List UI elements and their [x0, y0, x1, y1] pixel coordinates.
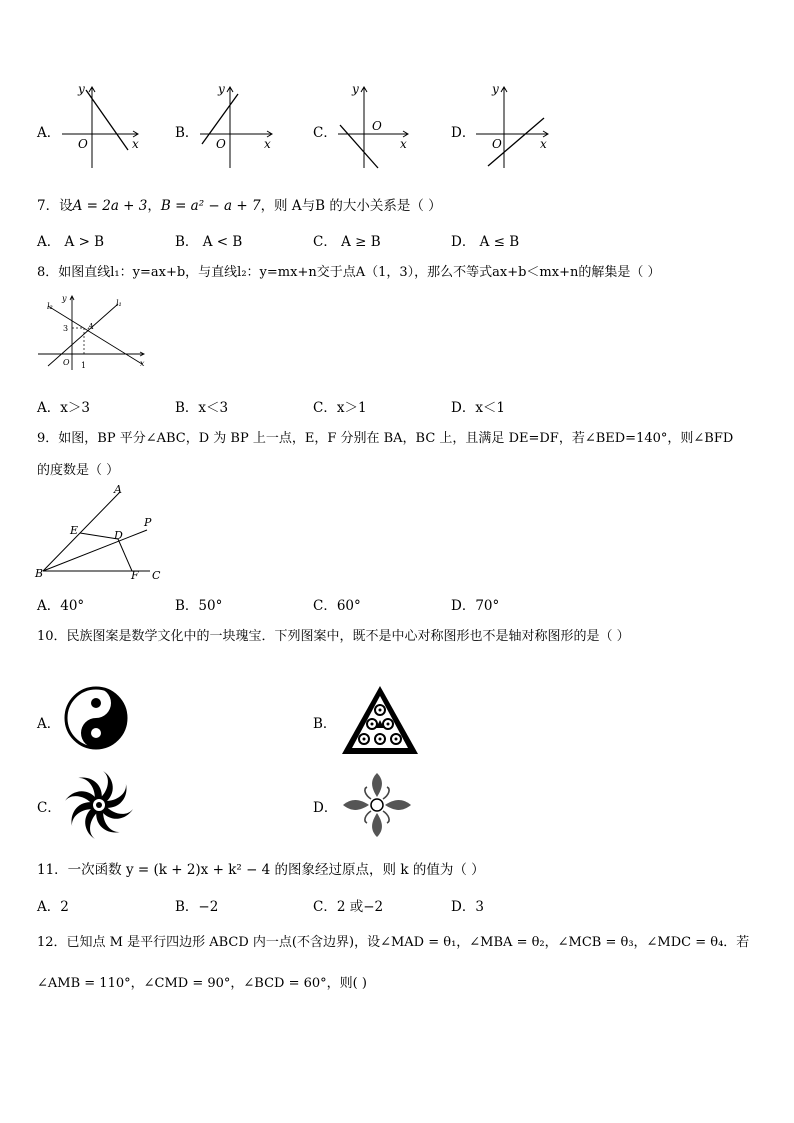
- q10-pinwheel-flower-icon: [62, 768, 136, 842]
- svg-text:y: y: [352, 82, 359, 96]
- q11-option-b[interactable]: B．−2: [175, 899, 219, 915]
- q12-stem-line2: ∠AMB = 110°，∠CMD = 90°，∠BCD = 60°，则( ): [37, 976, 367, 991]
- q10-option-b-label[interactable]: B．: [313, 716, 337, 732]
- q9-label-f: F: [131, 569, 139, 582]
- q9-label-e: E: [70, 524, 79, 537]
- svg-text:x: x: [400, 137, 407, 151]
- svg-text:O: O: [216, 137, 226, 151]
- q8-option-b[interactable]: B．x＜3: [175, 400, 229, 416]
- q8-label-y: y: [62, 294, 67, 303]
- q9-label-a: A: [114, 483, 122, 496]
- q10-yinyang-icon: [64, 686, 128, 750]
- svg-text:y: y: [218, 82, 225, 96]
- q10-cross-flower-icon: [340, 770, 414, 840]
- q11-stem: 11．一次函数 y = (k + 2)x + k² − 4 的图象经过原点，则 k 的值为（ ）: [37, 862, 485, 878]
- q6-graph-b: [198, 82, 283, 172]
- q6-graph-a: [60, 82, 145, 172]
- q7-expr-b: B = a² − a + 7: [160, 198, 261, 214]
- q8-label-1: 1: [81, 361, 87, 370]
- q9-stem-line1: 9．如图，BP 平分∠ABC，D 为 BP 上一点，E，F 分别在 BA，BC 上，且满足 DE=DF，若∠BED=140°，则∠BFD: [37, 431, 734, 446]
- q10-stem: 10．民族图案是数学文化中的一块瑰宝．下列图案中，既不是中心对称图形也不是轴对称图形的是（ ）: [37, 629, 630, 644]
- q9-label-b: B: [35, 567, 44, 580]
- q6-option-d-label[interactable]: D．: [451, 125, 476, 141]
- q10-option-d-label[interactable]: D．: [313, 800, 338, 816]
- q11-option-c[interactable]: C．2 或−2: [313, 899, 384, 915]
- svg-text:y: y: [492, 82, 499, 96]
- q7-option-d[interactable]: D． A ≤ B: [451, 234, 520, 250]
- q8-label-l2: l₂: [47, 302, 53, 311]
- q7-option-c[interactable]: C． A ≥ B: [313, 234, 381, 250]
- svg-text:O: O: [372, 119, 382, 133]
- q9-option-b[interactable]: B．50°: [175, 598, 223, 614]
- q11-option-a[interactable]: A．2: [37, 899, 69, 915]
- q7-expr-a: A = 2a + 3: [72, 198, 148, 214]
- q7-stem: 7．设A = 2a + 3，B = a² − a + 7，则 A与B 的大小关系是（ ）: [37, 198, 442, 214]
- q9-figure: [34, 482, 169, 582]
- q8-label-a: A: [88, 322, 94, 331]
- q9-label-d: D: [114, 529, 123, 542]
- q6-origin: O: [78, 137, 88, 151]
- q8-label-3: 3: [63, 324, 69, 333]
- svg-text:x: x: [540, 137, 547, 151]
- svg-text:x: x: [264, 137, 271, 151]
- q6-axis-x: x: [132, 137, 139, 151]
- q8-label-l1: l₁: [116, 299, 122, 308]
- q8-option-a[interactable]: A．x＞3: [37, 400, 90, 416]
- q9-option-c[interactable]: C．60°: [313, 598, 361, 614]
- q10-option-c-label[interactable]: C．: [37, 800, 61, 816]
- q6-option-b-label[interactable]: B．: [175, 125, 199, 141]
- q9-label-p: P: [144, 516, 152, 529]
- svg-text:O: O: [492, 137, 502, 151]
- q11-option-d[interactable]: D．3: [451, 899, 484, 915]
- q8-label-x: x: [140, 359, 145, 368]
- q6-option-a-label[interactable]: A．: [37, 125, 61, 141]
- q12-stem-line1: 12．已知点 M 是平行四边形 ABCD 内一点(不含边界)，设∠MAD = θ₁，∠MBA = θ₂，∠MCB = θ₃，∠MDC = θ₄．若: [37, 935, 750, 950]
- q10-option-a-label[interactable]: A．: [37, 716, 61, 732]
- q7-option-b[interactable]: B． A < B: [175, 234, 243, 250]
- q7-option-a[interactable]: A． A > B: [37, 234, 105, 250]
- q6-option-c-label[interactable]: C．: [313, 125, 337, 141]
- q10-triangle-pattern-icon: [340, 684, 420, 756]
- q8-figure: [34, 292, 154, 376]
- q9-label-c: C: [152, 569, 161, 582]
- q6-graph-d: [474, 82, 559, 172]
- q8-option-c[interactable]: C．x＞1: [313, 400, 367, 416]
- q6-graph-c: [336, 82, 421, 172]
- q8-option-d[interactable]: D．x＜1: [451, 400, 506, 416]
- q9-stem-line2: 的度数是（ ）: [37, 463, 120, 478]
- q6-axis-y: y: [78, 82, 85, 96]
- q8-label-o: O: [63, 358, 70, 367]
- q9-option-d[interactable]: D．70°: [451, 598, 500, 614]
- q9-option-a[interactable]: A．40°: [37, 598, 85, 614]
- q8-stem: 8．如图直线l₁：y=ax+b，与直线l₂：y=mx+n交于点A（1，3），那么不等式ax+b＜mx+n的解集是（ ）: [37, 265, 661, 280]
